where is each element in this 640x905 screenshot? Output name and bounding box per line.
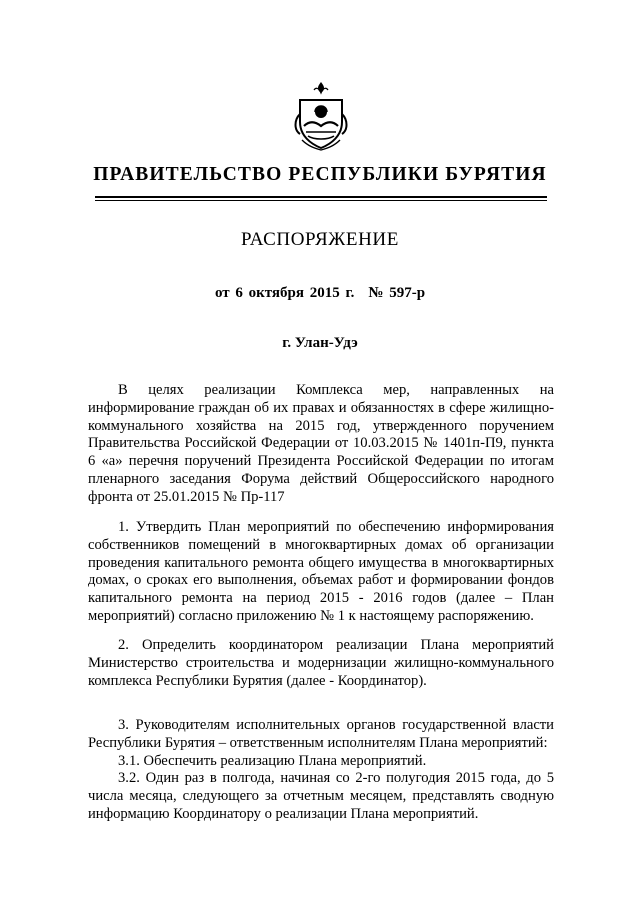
- item-1-paragraph: [88, 519, 554, 626]
- preamble-text: В целях реализации Комплекса мер, направленных на информирование граждан об их правах и обязанностях в сфере жилищно-коммунального хозяйства на 2015 год, утвержденного поручением Правительства Российской Федерации от 10.03.2015 № 1401п-П9, пункта 6 «а» перечня поручений Президента Российской Федерации по итогам пленарного заседания Форума действий Общероссийского народного фронта от 25.01.2015 № Пр-117: [88, 382, 554, 505]
- document-date-line: [0, 285, 640, 302]
- header-rule-thick: [95, 196, 547, 198]
- header-rule-thin: [95, 200, 547, 201]
- item-1-text: 1. Утвердить План мероприятий по обеспечению информирования собственников помещений в многоквартирных домах об организации проведения капитального ремонта общего имущества в многоквартирных домах, о сроках его выполнения, объемах работ и формировании фондов капитального ремонта на период 2015 - 2016 годов (далее – План мероприятий) согласно приложению № 1 к настоящему распоряжению.: [88, 519, 554, 624]
- document-type: РАСПОРЯЖЕНИЕ: [241, 229, 399, 250]
- item-3-section: [88, 717, 554, 824]
- coat-of-arms-icon: [290, 80, 352, 152]
- preamble-paragraph: [88, 382, 554, 507]
- item-2-paragraph: [88, 637, 554, 690]
- item-3-2-text: 3.2. Один раз в полгода, начиная со 2-го полугодия 2015 года, до 5 числа месяца, следующего за отчетным месяцем, представлять сводную информацию Координатору о реализации Плана мероприятий.: [88, 770, 554, 822]
- item-3-1-text: 3.1. Обеспечить реализацию Плана мероприятий.: [118, 752, 427, 769]
- document-city: г. Улан-Удэ: [282, 335, 358, 351]
- item-2-text: 2. Определить координатором реализации Плана мероприятий Министерство строительства и модернизации жилищно-коммунального комплекса Республики Бурятия (далее - Координатор).: [88, 637, 554, 689]
- document-number: № 597-р: [368, 285, 426, 301]
- organization-name: ПРАВИТЕЛЬСТВО РЕСПУБЛИКИ БУРЯТИЯ: [93, 164, 547, 185]
- item-3-text: 3. Руководителям исполнительных органов государственной власти Республики Бурятия – ответственным исполнителям Плана мероприятий:: [88, 717, 554, 751]
- document-date: от 6 октября 2015 г.: [214, 285, 355, 301]
